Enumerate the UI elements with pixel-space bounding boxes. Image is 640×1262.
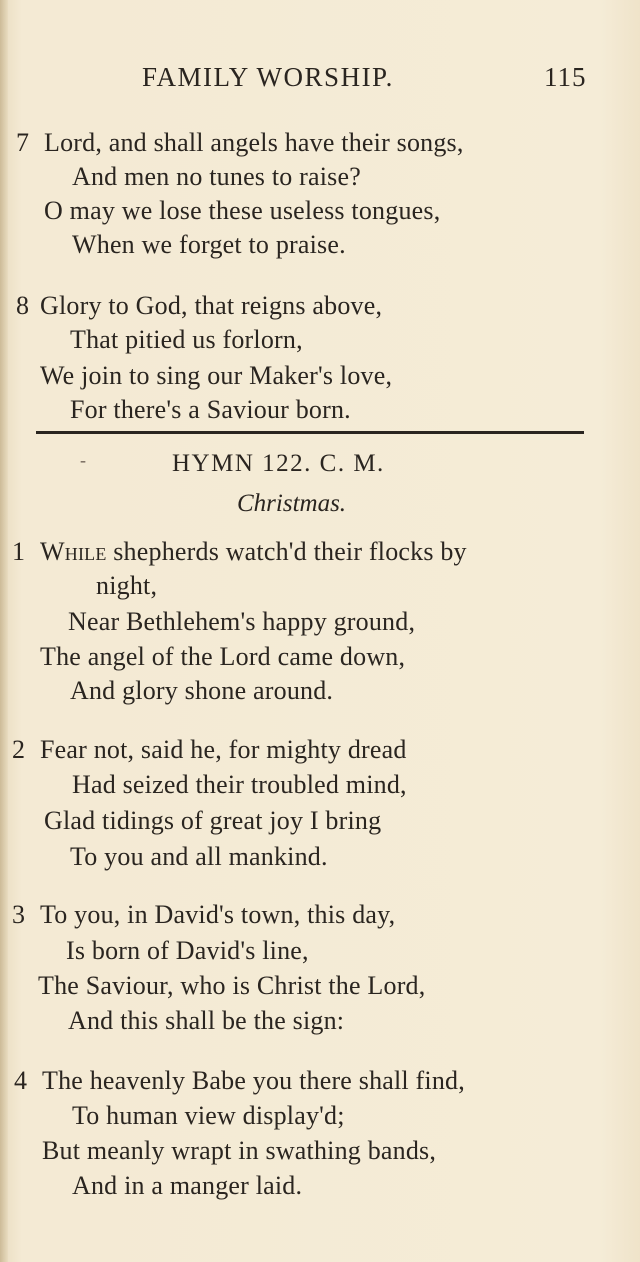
verse-number: 3: [12, 900, 25, 929]
verse-line: And men no tunes to raise?: [72, 162, 361, 191]
verse-number: 7: [16, 128, 29, 157]
verse-line: Glad tidings of great joy I bring: [44, 806, 382, 835]
verse-number: 4: [14, 1066, 27, 1095]
running-header: [0, 62, 640, 102]
verse-line: The angel of the Lord came down,: [40, 642, 406, 671]
verse-number: 8: [16, 291, 29, 320]
hymn-dash: -: [80, 450, 86, 470]
verse-number: 2: [12, 735, 25, 764]
verse-line: And glory shone around.: [70, 676, 334, 705]
verse-line: When we forget to praise.: [72, 230, 346, 259]
verse-number: 1: [12, 537, 25, 566]
verse-line: And this shall be the sign:: [68, 1006, 345, 1035]
verse-line-rest: shepherds watch'd their flocks by: [106, 537, 467, 566]
verse-line: And in a manger laid.: [72, 1171, 303, 1200]
running-title: FAMILY WORSHIP.: [142, 62, 394, 92]
verse-line: To you, in David's town, this day,: [40, 900, 396, 929]
verse-line: That pitied us forlorn,: [70, 325, 303, 354]
verse-line: The heavenly Babe you there shall find,: [42, 1066, 465, 1095]
verse-line: O may we lose these useless tongues,: [44, 196, 441, 225]
verse-line: Near Bethlehem's happy ground,: [68, 607, 416, 636]
verse-line: To you and all mankind.: [70, 842, 328, 871]
verse-line: We join to sing our Maker's love,: [40, 361, 393, 390]
hymn-title: HYMN 122. C. M.: [172, 450, 385, 477]
verse-line: Glory to God, that reigns above,: [40, 291, 383, 320]
verse-line: Lord, and shall angels have their songs,: [44, 128, 464, 157]
verse-line: The Saviour, who is Christ the Lord,: [38, 971, 426, 1000]
verse-line: For there's a Saviour born.: [70, 395, 351, 424]
verse-first-word: While: [40, 537, 107, 566]
verse-line: But meanly wrapt in swathing bands,: [42, 1136, 437, 1165]
verse-line: night,: [96, 571, 158, 600]
verse-line: Had seized their troubled mind,: [72, 770, 407, 799]
verse-line: [40, 537, 467, 567]
section-rule: [36, 431, 584, 434]
verse-line: To human view display'd;: [72, 1101, 345, 1130]
hymn-subtitle: Christmas.: [237, 490, 347, 517]
verse-line: Fear not, said he, for mighty dread: [40, 735, 407, 764]
verse-line: Is born of David's line,: [66, 936, 309, 965]
page-number: 115: [544, 62, 587, 92]
page-binding-edge: [0, 0, 8, 1262]
